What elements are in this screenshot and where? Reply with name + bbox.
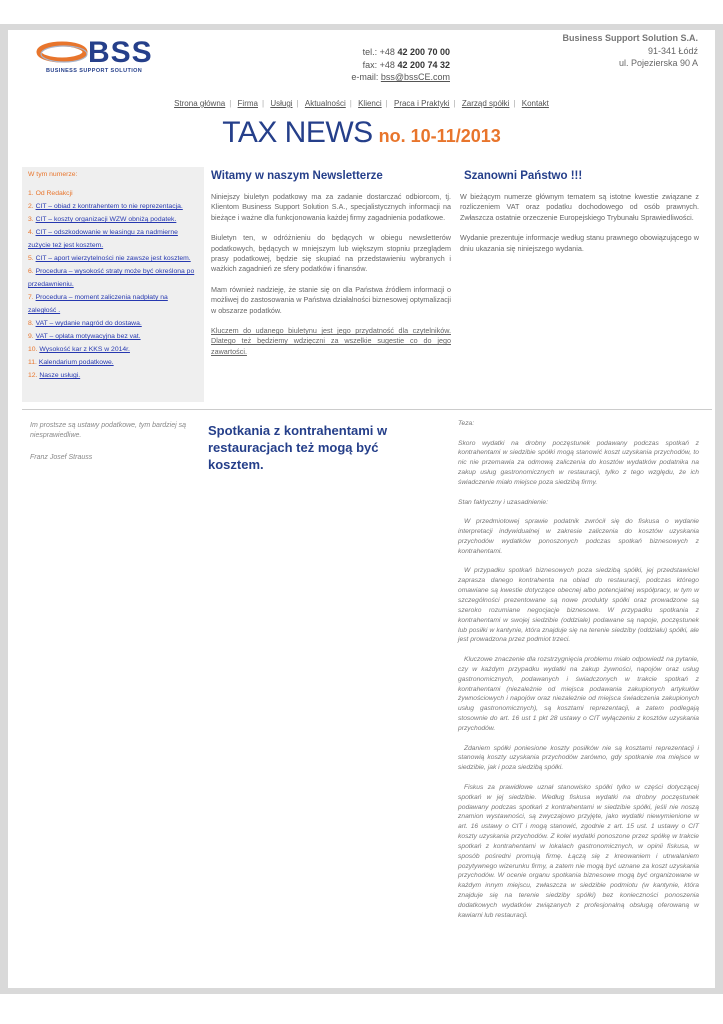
article-body: [458, 419, 699, 931]
toc-item-number: 1.: [28, 190, 36, 197]
greeting-p2: Wydanie prezentuje informacje według stanu prawnego obowiązującego w dniu ukazania się niniejszego wydania.: [460, 233, 699, 253]
toc-item[interactable]: [28, 317, 198, 330]
article-paragraph: W przypadku spotkań biznesowych poza siedzibą spółki, jej przedstawiciel zaprasza danego kontrahenta na obiad do restauracji, podczas którego omawiane są kwestie dotyczące obecnej albo potencjalnej współpracy, w tym w szczególności prezentowane są nowe produkty spółki oraz prowadzone są szeroko rozumiane negocjacje biznesowe. W przypadku spotkania z kontrahentami w swojej siedzibie (oddziale) podawane są napoje, poczęstunek lub posiłki w kantynie, która znajduje się na terenie siedziby (oddziału) spółki, ale jest prowadzona przez podmiot trzeci.: [458, 567, 699, 644]
logo-subtitle: BUSINESS SUPPORT SOLUTION: [46, 68, 143, 74]
phone-label: tel.: +48: [362, 47, 398, 57]
nav-firma[interactable]: Firma: [237, 99, 258, 108]
company-street: ul. Pojezierska 90 A: [618, 58, 698, 68]
welcome-text: [211, 192, 451, 367]
quote-author: Franz Josef Strauss: [30, 454, 93, 461]
nav-kontakt[interactable]: Kontakt: [521, 99, 549, 108]
greeting-text: [460, 192, 699, 264]
section-divider: [22, 409, 712, 410]
newsletter-title: [8, 116, 715, 150]
article-paragraph: Teza:: [458, 420, 475, 427]
article-paragraph: Fiskus za prawidłowe uznał stanowisko spółki tylko w części dotyczącej spotkań w jej siedzibie. Według fiskusa wydatki na drobny poczęstunek podawany podczas spotkań z kontrahentami w siedzibie spółki, jeśli nie noszą znamion wystawności, są zwyczajowo przyjęte, jako wydatki niewymienione w art. 16 ustawy o CIT i mogą stanowić, zgodnie z art. 15 ust. 1 ustawy o CIT koszty uzyskania przychodów. Z kolei wydatki ponoszone przez spółkę w trakcie spotkań z kontrahentami w lokalach gastronomicznych, w opinii fiskusa, w sposób pośredni promują firmę. Łączą się z kreowaniem i utrwalaniem pozytywnego wizerunku firmy, a zatem nie mogą być uznane za koszt uzyskania przychodów. W ocenie organu spotkania biznesowe mogą być organizowane w każdym innym miejscu, zwłaszcza w siedzibie podmiotu (w kantynie, która znajduje się na terenie siedziby spółki) bez konieczności ponoszenia dodatkowych wydatków związanych z profesjonalną obsługą oferowaną w kawiarni lub restauracji.: [458, 783, 699, 919]
toc-item[interactable]: [28, 226, 198, 252]
nav-praca[interactable]: Praca i Praktyki: [393, 99, 450, 108]
company-address: [488, 32, 698, 70]
toc-item-number: 4.: [28, 229, 36, 236]
toc-item-link[interactable]: CIT – obiad z kontrahentem to nie reprezentacja.: [35, 203, 183, 210]
greeting-heading: Szanowni Państwo !!!: [464, 170, 583, 182]
nav-klienci[interactable]: Klienci: [358, 99, 382, 108]
toc-item-number: 5.: [28, 255, 36, 262]
nav-uslugi[interactable]: Usługi: [270, 99, 293, 108]
toc-item-link[interactable]: CIT – aport wierzytelności nie zawsze jest kosztem.: [35, 255, 191, 262]
toc-item-number: 2.: [28, 203, 36, 210]
nav-aktualnosci[interactable]: Aktualności: [304, 99, 346, 108]
toc-item-link[interactable]: VAT – opłata motywacyjna bez vat.: [35, 333, 141, 340]
page-frame: [0, 24, 723, 994]
nav-zarzad[interactable]: Zarząd spółki: [461, 99, 510, 108]
toc-item-link[interactable]: CIT – odszkodowanie w leasingu za nadmierne zużycie też jest kosztem.: [28, 229, 178, 249]
newsletter-page: [8, 30, 715, 988]
toc-item-number: 3.: [28, 216, 36, 223]
quote-block: [30, 421, 200, 463]
toc-item[interactable]: [28, 200, 198, 213]
welcome-p2: Biuletyn ten, w odróżnieniu do będących w obiegu newsletterów podatkowych, będących w mniejszym lub większym stopniu przeglądem prasy podatkowej, będzie się skupiać na przedstawieniu wybranych i ważkich zagadnień ze sfery podatków i finansów.: [211, 233, 451, 274]
issue-number: no. 10-11/2013: [378, 126, 501, 146]
company-name: Business Support Solution S.A.: [562, 33, 698, 43]
swoosh-icon: [36, 38, 96, 68]
toc-item[interactable]: [28, 343, 198, 356]
toc-item-link[interactable]: Nasze usługi.: [39, 372, 81, 379]
toc-item-link[interactable]: VAT – wydanie nagród do dostawa.: [35, 320, 142, 327]
greeting-p1: W bieżącym numerze głównym tematem są istotne kwestie związane z rozliczeniem VAT oraz podatku dochodowego od osób prawnych. Zwłaszcza ostatnie orzeczenie Europejskiego Trybunału Sprawiedliwości.: [460, 192, 699, 222]
fax-line: [308, 59, 450, 72]
article-paragraph: W przedmiotowej sprawie podatnik zwrócił się do fiskusa o wydanie interpretacji indywidualnej w zakresie zaliczenia do kosztów uzyskania przychodów wydatków ponoszonych podczas spotkań biznesowych z kontrahentami.: [458, 518, 699, 555]
toc-item: [28, 187, 198, 200]
toc-item[interactable]: [28, 291, 198, 317]
toc-item-number: 12.: [28, 372, 40, 379]
toc-item-link: Od Redakcji: [35, 190, 73, 197]
article-paragraph: Skoro wydatki na drobny poczęstunek podawany podczas spotkań z kontrahentami w siedzibie spółki mogą stanowić koszt uzyskania przychodów, to nic nie przemawia za odmową zaliczenia do kosztów wydatków podatnika na zakup usług gastronomicznych w restauracji, tylko z tego względu, że ich świadczenie miało miejsce poza siedzibą firmy.: [458, 439, 699, 487]
toc-item[interactable]: [28, 213, 198, 226]
email-line: [308, 71, 450, 84]
welcome-p4: Kluczem do udanego biuletynu jest jego przydatność dla czytelników. Dlatego też będziemy wdzięczni za wszelkie sugestie co do jego zawartości.: [211, 326, 451, 356]
fax-label: fax: +48: [362, 59, 398, 70]
toc-item[interactable]: [28, 265, 198, 291]
phone-line: [308, 46, 450, 59]
toc-item-number: 7.: [28, 294, 36, 301]
toc-item-number: 6.: [28, 268, 36, 275]
fax-number: 42 200 74 32: [397, 59, 450, 70]
bss-logo[interactable]: [36, 38, 156, 78]
toc-item-number: 8.: [28, 320, 36, 327]
company-city: 91-341 Łódź: [647, 45, 698, 56]
email-label: e-mail:: [351, 72, 381, 82]
toc-item-number: 9.: [28, 333, 36, 340]
toc-item-number: 11.: [28, 359, 39, 366]
article-title: Spotkania z kontrahentami w restauracjach też mogą być kosztem.: [208, 423, 388, 472]
quote-text: Im prostsze są ustawy podatkowe, tym bardziej są niesprawiedliwe.: [30, 422, 187, 439]
toc-item[interactable]: [28, 330, 198, 343]
toc-item-link[interactable]: CIT – koszty organizacji WZW obniżą podatek.: [35, 216, 177, 223]
welcome-p1: Niniejszy biuletyn podatkowy ma za zadanie dostarczać odbiorcom, tj. Klientom Business Support Solution S.A., specjalistycznych informacji na bieżące i ważne dla funkcjonowania każdej firmy zagadnienia podatkowe.: [211, 192, 451, 222]
top-navigation: Strona główna | Firma | Usługi | Aktualności | Klienci | Praca i Praktyki | Zarząd spółki | Kontakt: [174, 99, 549, 108]
toc-item-link[interactable]: Wysokość kar z KKS w 2014r.: [39, 346, 130, 353]
article-paragraph: Stan faktyczny i uzasadnienie:: [458, 498, 548, 506]
toc-list: [28, 187, 198, 382]
welcome-heading: Witamy w naszym Newsletterze: [211, 170, 383, 182]
toc-heading: W tym numerze:: [28, 171, 78, 178]
table-of-contents: [22, 167, 204, 402]
welcome-p3: Mam również nadzieję, że stanie się on dla Państwa źródłem informacji o możliwej do zastosowania w Państwa działalności biznesowej optymalizacji w obszarze podatków.: [211, 284, 451, 315]
nav-home[interactable]: Strona główna: [174, 99, 226, 108]
title-main: TAX NEWS: [222, 116, 373, 149]
toc-item-number: 10.: [28, 346, 40, 353]
contact-block: [308, 46, 450, 84]
toc-item[interactable]: [28, 369, 198, 382]
phone-number: 42 200 70 00: [397, 47, 450, 57]
toc-item-link[interactable]: Procedura – moment zaliczenia nadpłaty na zaległość .: [28, 294, 168, 314]
article-paragraph: Zdaniem spółki poniesione koszty posiłków nie są kosztami reprezentacji i stanowią koszty uzyskania przychodów zarówno, gdy spotkanie ma miejsce w siedzibie, jak i poza siedzibą spółki.: [458, 744, 699, 772]
toc-item[interactable]: [28, 356, 198, 369]
toc-item[interactable]: [28, 252, 198, 265]
toc-item-link[interactable]: Kalendarium podatkowe.: [38, 359, 114, 366]
email-link[interactable]: bss@bssCE.com: [380, 72, 450, 82]
logo-text: BSS: [88, 36, 153, 69]
toc-item-link[interactable]: Procedura – wysokość straty może być określona po przedawnieniu.: [28, 268, 195, 288]
article-paragraph: Kluczowe znaczenie dla rozstrzygnięcia problemu miało odpowiedź na pytanie, czy w każdym przypadku wydatki na zakup żywności, napojów oraz usług gastronomicznych, podawanych i świadczonych w trakcie spotkań z kontrahentami (niezależnie od miejsca podawania zakupionych artykułów żywnościowych i napojów oraz niezależnie od miejsca świadczenia zakupionych usług gastronomicznych), są kosztami reprezentacji, a zatem podlegają stosownie do art. 16 ust 1 pkt 28 ustawy o CIT wyłączeniu z kosztów uzyskania przychodów.: [458, 656, 699, 732]
